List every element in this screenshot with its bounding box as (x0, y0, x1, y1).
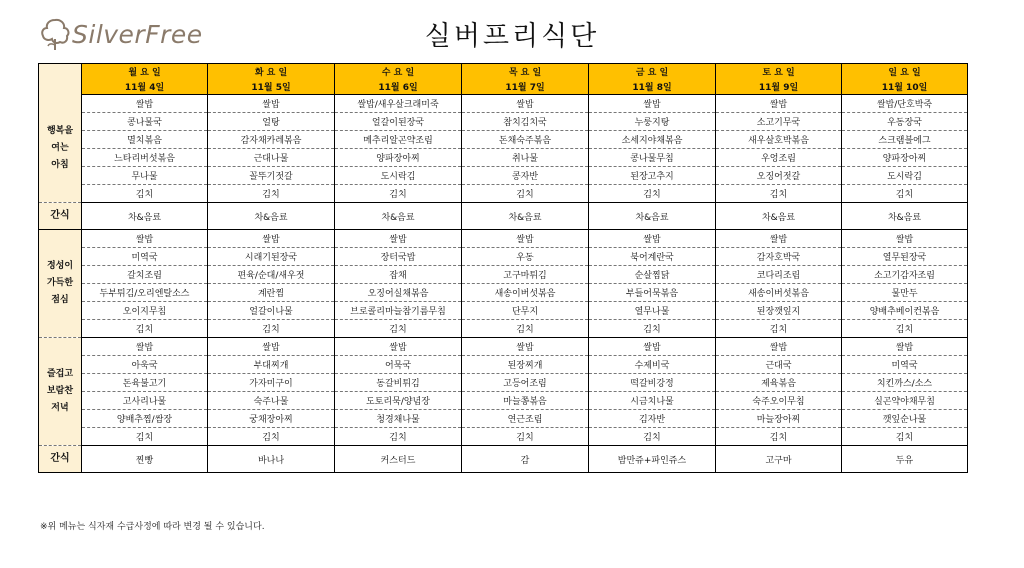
menu-item: 김치 (208, 320, 335, 338)
header-corner (39, 64, 82, 95)
menu-item: 쌀밥 (82, 338, 208, 356)
menu-item: 소고기무국 (716, 113, 842, 131)
snack-item: 고구마 (716, 446, 842, 473)
day-header: 목 요 일 (462, 64, 589, 80)
menu-item: 감자호박국 (716, 248, 842, 266)
menu-item: 쌀밥 (82, 95, 208, 113)
menu-item: 얼탕 (208, 113, 335, 131)
menu-item: 김치 (716, 185, 842, 203)
menu-item: 단무지 (462, 302, 589, 320)
menu-item: 계란찜 (208, 284, 335, 302)
breakfast-row (39, 185, 968, 203)
logo-text: SilverFree (72, 19, 203, 49)
menu-item: 김치 (716, 428, 842, 446)
day-header: 수 요 일 (335, 64, 462, 80)
menu-item: 미역국 (842, 356, 968, 374)
lunch-row (39, 266, 968, 284)
dinner-label (39, 338, 82, 446)
menu-item: 새송이버섯볶음 (716, 284, 842, 302)
menu-item: 양배추베이컨볶음 (842, 302, 968, 320)
lunch-row (39, 284, 968, 302)
dinner-row (39, 392, 968, 410)
menu-item: 양파장아찌 (335, 149, 462, 167)
menu-item: 갈치조림 (82, 266, 208, 284)
dinner-row (39, 428, 968, 446)
day-header: 월 요 일 (82, 64, 208, 80)
lunch-label-line: 정성이 (46, 260, 74, 271)
menu-item: 쌀밥 (589, 95, 716, 113)
menu-item: 쌀밥 (335, 230, 462, 248)
menu-item: 김치 (208, 185, 335, 203)
menu-item: 도시락김 (842, 167, 968, 185)
menu-item: 청경채나물 (335, 410, 462, 428)
menu-item: 숙주나물 (208, 392, 335, 410)
menu-item: 열무나물 (589, 302, 716, 320)
menu-item: 쌀밥/단호박죽 (842, 95, 968, 113)
menu-item: 김치 (462, 428, 589, 446)
menu-item: 김치 (842, 320, 968, 338)
snack-item: 차&음료 (82, 203, 208, 230)
lunch-label-line: 가득한 (46, 277, 74, 288)
snack-label: 간식 (39, 446, 82, 473)
menu-item: 김치 (462, 320, 589, 338)
menu-item: 부들어묵볶음 (589, 284, 716, 302)
menu-item: 숙주오이무침 (716, 392, 842, 410)
snack-item: 두유 (842, 446, 968, 473)
snack-item: 바나나 (208, 446, 335, 473)
menu-item: 참치김치국 (462, 113, 589, 131)
menu-item: 연근조림 (462, 410, 589, 428)
menu-item: 얼갈이나물 (208, 302, 335, 320)
menu-item: 근대국 (716, 356, 842, 374)
menu-item: 도토리묵/양념장 (335, 392, 462, 410)
menu-item: 장터국밥 (335, 248, 462, 266)
breakfast-label (39, 95, 82, 203)
menu-item: 두부튀김/오리엔탈소스 (82, 284, 208, 302)
day-header: 토 요 일 (716, 64, 842, 80)
menu-item: 순살찜닭 (589, 266, 716, 284)
menu-item: 제육볶음 (716, 374, 842, 392)
menu-item: 미역국 (82, 248, 208, 266)
dinner-row (39, 356, 968, 374)
menu-item: 소고기감자조림 (842, 266, 968, 284)
breakfast-label-line: 여는 (51, 142, 69, 153)
menu-item: 김치 (82, 320, 208, 338)
menu-item: 가자미구이 (208, 374, 335, 392)
menu-item: 깻잎순나물 (842, 410, 968, 428)
menu-item: 쌀밥 (462, 338, 589, 356)
menu-item: 된장찌개 (462, 356, 589, 374)
day-header: 화 요 일 (208, 64, 335, 80)
menu-item: 쌀밥 (208, 95, 335, 113)
date-header: 11월 10일 (842, 79, 968, 95)
menu-item: 취나물 (462, 149, 589, 167)
snack-item: 차&음료 (589, 203, 716, 230)
menu-item: 스크램블에그 (842, 131, 968, 149)
menu-item: 물만두 (842, 284, 968, 302)
snack-item: 밤만쥬+파인쥬스 (589, 446, 716, 473)
menu-item: 감자채카레볶음 (208, 131, 335, 149)
date-header: 11월 8일 (589, 79, 716, 95)
lunch-label-line: 점심 (51, 295, 69, 306)
menu-item: 열무된장국 (842, 248, 968, 266)
menu-item: 쌀밥 (842, 230, 968, 248)
menu-item: 쌀밥 (589, 338, 716, 356)
menu-item: 쌀밥 (82, 230, 208, 248)
dinner-label-line: 즐겁고 (46, 368, 74, 379)
menu-item: 코다리조림 (716, 266, 842, 284)
snack-item: 차&음료 (842, 203, 968, 230)
menu-item: 쌀밥 (589, 230, 716, 248)
dinner-label-line: 저녁 (51, 403, 69, 414)
lunch-label (39, 230, 82, 338)
breakfast-label-line: 아침 (51, 159, 69, 170)
snack-item: 커스터드 (335, 446, 462, 473)
menu-item: 돈육불고기 (82, 374, 208, 392)
menu-item: 쌀밥 (716, 338, 842, 356)
menu-item: 콩나물무침 (589, 149, 716, 167)
menu-item: 동갈비튀김 (335, 374, 462, 392)
menu-item: 아욱국 (82, 356, 208, 374)
lunch-row (39, 248, 968, 266)
menu-item: 쌀밥 (208, 338, 335, 356)
menu-item: 쌀밥 (208, 230, 335, 248)
lunch-row (39, 230, 968, 248)
menu-item: 김치 (82, 428, 208, 446)
menu-item: 편육/순대/새우젓 (208, 266, 335, 284)
menu-item: 콩자반 (462, 167, 589, 185)
menu-item: 쌀밥 (716, 95, 842, 113)
menu-item: 도시락김 (335, 167, 462, 185)
page-title: 실버프리식단 (424, 21, 600, 52)
menu-item: 우동장국 (842, 113, 968, 131)
menu-item: 누룽지탕 (589, 113, 716, 131)
menu-item: 브로콜리마늘참기름무침 (335, 302, 462, 320)
menu-item: 궁채장아찌 (208, 410, 335, 428)
day-header: 일 요 일 (842, 64, 968, 80)
menu-item: 오징어실채볶음 (335, 284, 462, 302)
menu-item: 된장깻잎지 (716, 302, 842, 320)
date-header: 11월 4일 (82, 79, 208, 95)
menu-item: 부대찌개 (208, 356, 335, 374)
lunch-row (39, 320, 968, 338)
dinner-row (39, 374, 968, 392)
menu-item: 마늘쫑볶음 (462, 392, 589, 410)
menu-item: 양파장아찌 (842, 149, 968, 167)
menu-item: 꼴뚜기젓갈 (208, 167, 335, 185)
dinner-row (39, 410, 968, 428)
menu-item: 새송이버섯볶음 (462, 284, 589, 302)
menu-item: 메추리알곤약조림 (335, 131, 462, 149)
menu-item: 김치 (335, 428, 462, 446)
menu-item: 김자반 (589, 410, 716, 428)
menu-item: 우엉조림 (716, 149, 842, 167)
menu-item: 김치 (842, 185, 968, 203)
date-header: 11월 5일 (208, 79, 335, 95)
menu-item: 고사리나물 (82, 392, 208, 410)
menu-item: 우동 (462, 248, 589, 266)
menu-item: 김치 (462, 185, 589, 203)
menu-item: 떡갈비강정 (589, 374, 716, 392)
menu-item: 시금치나물 (589, 392, 716, 410)
menu-item: 쌀밥/새우살크래미죽 (335, 95, 462, 113)
menu-item: 멸치볶음 (82, 131, 208, 149)
snack-label: 간식 (39, 203, 82, 230)
breakfast-row (39, 131, 968, 149)
menu-item: 근대나물 (208, 149, 335, 167)
menu-item: 고구마튀김 (462, 266, 589, 284)
breakfast-label-line: 행복을 (46, 125, 74, 136)
menu-item: 마늘장아찌 (716, 410, 842, 428)
menu-item: 쌀밥 (462, 95, 589, 113)
snack-item: 차&음료 (462, 203, 589, 230)
date-header: 11월 6일 (335, 79, 462, 95)
menu-item: 시래기된장국 (208, 248, 335, 266)
menu-item: 김치 (208, 428, 335, 446)
menu-item: 김치 (335, 320, 462, 338)
snack-item: 찐빵 (82, 446, 208, 473)
menu-item: 잡채 (335, 266, 462, 284)
date-header: 11월 9일 (716, 79, 842, 95)
menu-item: 콩나물국 (82, 113, 208, 131)
dinner-row (39, 338, 968, 356)
menu-item: 김치 (335, 185, 462, 203)
snack-item: 차&음료 (335, 203, 462, 230)
lunch-row (39, 302, 968, 320)
menu-item: 돈채숙주볶음 (462, 131, 589, 149)
menu-item: 고등어조림 (462, 374, 589, 392)
menu-item: 무나물 (82, 167, 208, 185)
menu-item: 치킨까스/소스 (842, 374, 968, 392)
menu-item: 김치 (589, 320, 716, 338)
snack-item: 감 (462, 446, 589, 473)
snack-item: 차&음료 (716, 203, 842, 230)
menu-item: 오징어젓갈 (716, 167, 842, 185)
menu-item: 김치 (716, 320, 842, 338)
date-header: 11월 7일 (462, 79, 589, 95)
menu-item: 북어계란국 (589, 248, 716, 266)
menu-item: 오이지무침 (82, 302, 208, 320)
menu-item: 쌀밥 (842, 338, 968, 356)
menu-item: 실곤약야채무침 (842, 392, 968, 410)
menu-item: 된장고추지 (589, 167, 716, 185)
snack-row (39, 203, 968, 230)
menu-item: 새우살호박볶음 (716, 131, 842, 149)
menu-item: 쌀밥 (716, 230, 842, 248)
menu-table (38, 63, 968, 473)
menu-item: 쌀밥 (462, 230, 589, 248)
menu-item: 김치 (842, 428, 968, 446)
menu-item: 쌀밥 (335, 338, 462, 356)
breakfast-row (39, 149, 968, 167)
breakfast-row (39, 95, 968, 113)
menu-item: 어묵국 (335, 356, 462, 374)
dinner-label-line: 보람찬 (46, 385, 74, 396)
menu-item: 느타리버섯볶음 (82, 149, 208, 167)
menu-item: 얼갈이된장국 (335, 113, 462, 131)
snack-row (39, 446, 968, 473)
menu-item: 김치 (589, 428, 716, 446)
breakfast-row (39, 113, 968, 131)
menu-item: 소세지야채볶음 (589, 131, 716, 149)
day-header: 금 요 일 (589, 64, 716, 80)
menu-item: 양배추찜/쌈장 (82, 410, 208, 428)
menu-item: 수제비국 (589, 356, 716, 374)
breakfast-row (39, 167, 968, 185)
snack-item: 차&음료 (208, 203, 335, 230)
menu-item: 김치 (82, 185, 208, 203)
footnote: ※위 메뉴는 식자재 수급사정에 따라 변경 될 수 있습니다. (40, 522, 265, 532)
menu-item: 김치 (589, 185, 716, 203)
